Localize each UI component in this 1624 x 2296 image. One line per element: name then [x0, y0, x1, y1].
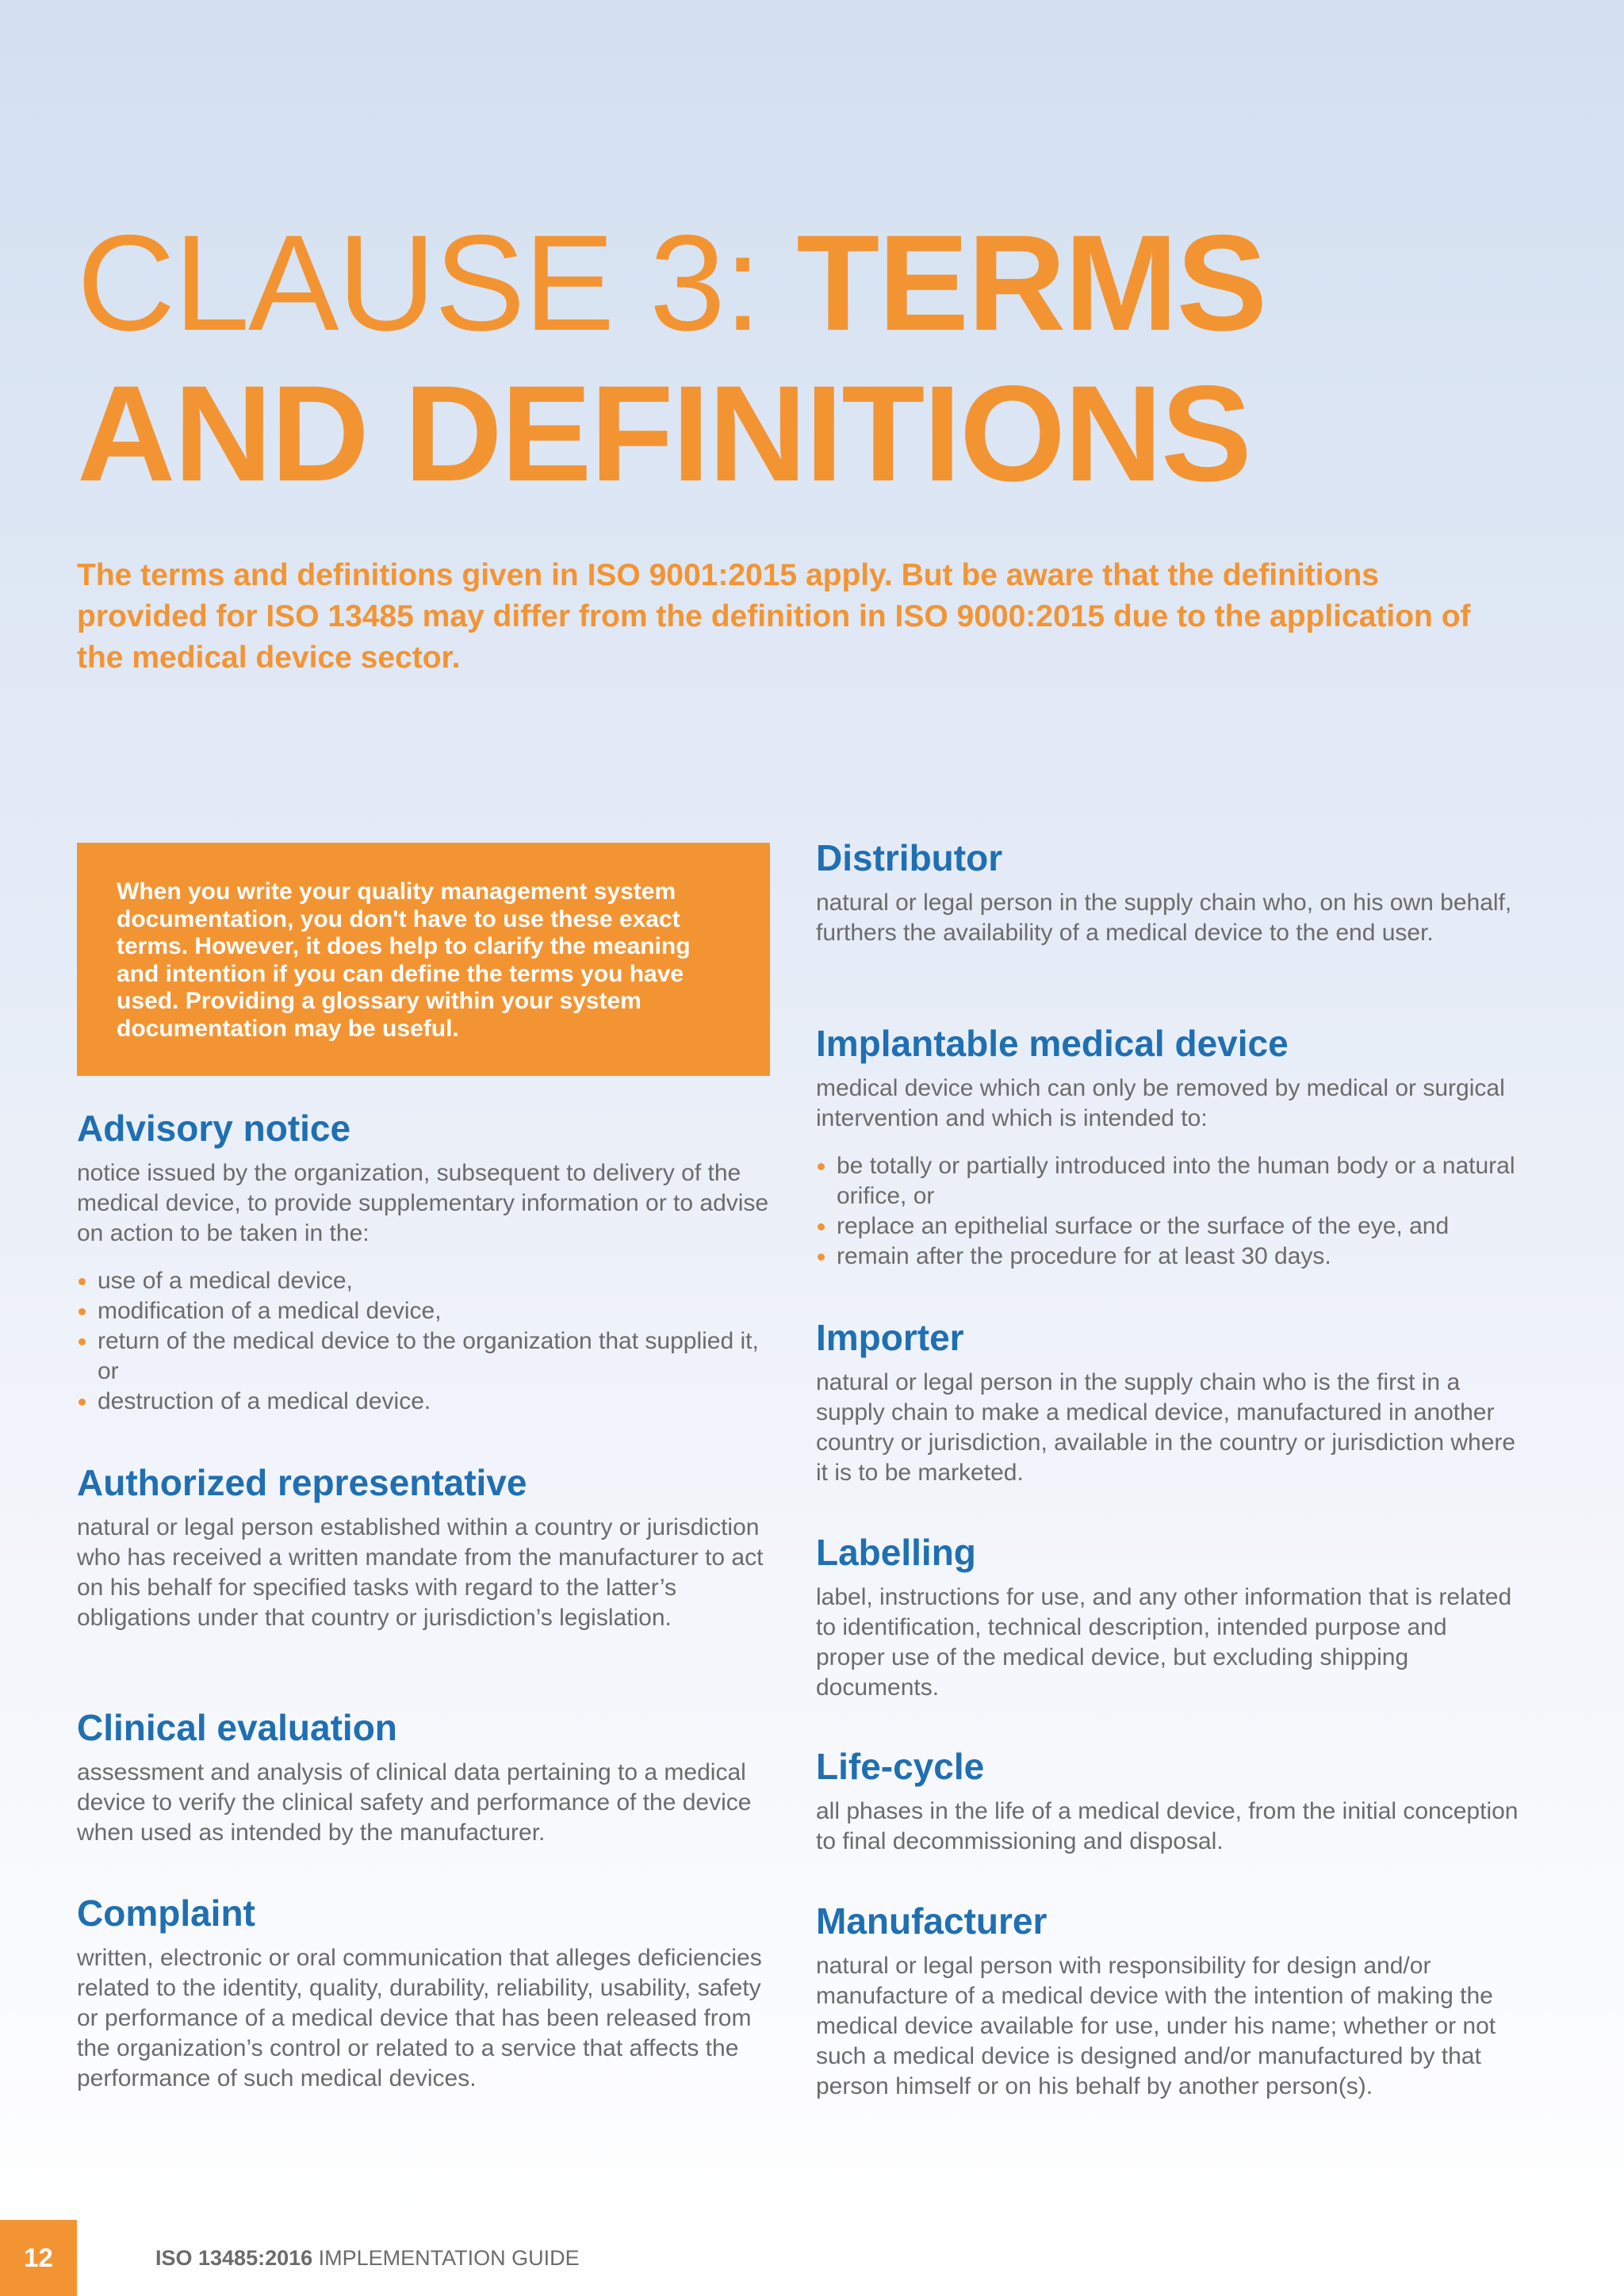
term-heading: Distributor — [816, 837, 1003, 878]
term-definition: natural or legal person established within a country or jurisdiction who has received a written mandate from the manufacturer to act on his behalf for specified tasks with regard to the latter’s obligations under that country or jurisdiction’s legislation. — [77, 1514, 764, 1631]
tip-box: When you write your quality management system documentation, you don't have to use these exact terms. However, it does help to clarify the meaning and intention if you can define the terms you have used. Providing a glossary within your system documentation may be useful. — [77, 843, 770, 1076]
list-item: modification of a medical device, — [77, 1296, 775, 1326]
list-item: be totally or partially introduced into the human body or a natural orifice, or — [816, 1151, 1522, 1211]
footer-guide-label: IMPLEMENTATION GUIDE — [312, 2246, 580, 2270]
list-item: return of the medical device to the organization that supplied it, or — [77, 1326, 775, 1387]
list-item: use of a medical device, — [77, 1266, 775, 1296]
list-item: remain after the procedure for at least 30 days. — [816, 1242, 1522, 1272]
list-item: destruction of a medical device. — [77, 1387, 775, 1417]
term-definition: natural or legal person in the supply chain who is the first in a supply chain to make a medical device, manufactured in another country or jurisdiction, available in the country or jurisdiction where it is to be marketed. — [816, 1369, 1516, 1486]
intro-paragraph: The terms and definitions given in ISO 9001:2015 apply. But be aware that the definitions provided for ISO 13485 may differ from the definition in ISO 9000:2015 due to the application of the medical device sector. — [77, 558, 1471, 675]
term-manufacturer — [816, 1897, 1522, 2102]
term-definition: natural or legal person in the supply chain who, on his own behalf, furthers the availability of a medical device to the end user. — [816, 890, 1512, 946]
term-heading: Labelling — [816, 1532, 976, 1573]
term-heading: Authorized representative — [77, 1462, 527, 1503]
term-heading: Complaint — [77, 1892, 255, 1934]
list-item: replace an epithelial surface or the surface of the eye, and — [816, 1211, 1522, 1242]
term-definition: medical device which can only be removed by medical or surgical intervention and which is intended to: — [816, 1075, 1505, 1131]
term-definition: assessment and analysis of clinical data pertaining to a medical device to verify the clinical safety and performance of the device when used as intended by the manufacturer. — [77, 1759, 752, 1846]
title-terms: TERMS — [796, 207, 1266, 359]
term-heading: Life-cycle — [816, 1746, 985, 1787]
title-clause: CLAUSE 3: — [77, 207, 797, 359]
bullet-list — [816, 1151, 1522, 1272]
term-complaint — [77, 1889, 775, 2094]
footer-standard: ISO 13485:2016 — [155, 2246, 313, 2270]
page-title — [77, 208, 1266, 509]
term-definition: all phases in the life of a medical device, from the initial conception to final decommissioning and disposal. — [816, 1798, 1519, 1854]
term-heading: Importer — [816, 1317, 964, 1358]
term-implantable-medical-device — [816, 1020, 1522, 1272]
footer-document-title — [155, 2244, 580, 2272]
page-number: 12 — [0, 2220, 77, 2296]
term-definition: natural or legal person with responsibility for design and/or manufacture of a medical device with the intention of making the medical device available for use, under his name; whether or not such a medical device is designed and/or manufactured by that person himself or on his behalf by another person(s). — [816, 1953, 1496, 2099]
term-importer — [816, 1314, 1522, 1488]
term-definition: label, instructions for use, and any other information that is related to identification, technical description, intended purpose and proper use of the medical device, but excluding shipping documents. — [816, 1584, 1512, 1701]
term-labelling — [816, 1529, 1522, 1703]
term-distributor — [816, 834, 1522, 948]
term-heading: Advisory notice — [77, 1108, 351, 1149]
term-life-cycle — [816, 1743, 1522, 1857]
term-heading: Clinical evaluation — [77, 1707, 397, 1748]
term-heading: Implantable medical device — [816, 1023, 1289, 1064]
term-advisory-notice — [77, 1104, 775, 1417]
term-definition: written, electronic or oral communication that alleges deficiencies related to the identity, quality, durability, reliability, usability, safety or performance of a medical device that has been released from the organization’s control or related to a service that affects the performance of such medical devices. — [77, 1945, 762, 2091]
title-definitions: AND DEFINITIONS — [77, 358, 1251, 510]
term-heading: Manufacturer — [816, 1900, 1048, 1942]
term-authorized-representative — [77, 1459, 775, 1633]
term-definition: notice issued by the organization, subsequent to delivery of the medical device, to provide supplementary information or to advise on action to be taken in the: — [77, 1160, 769, 1246]
bullet-list — [77, 1266, 775, 1417]
term-clinical-evaluation — [77, 1704, 775, 1848]
